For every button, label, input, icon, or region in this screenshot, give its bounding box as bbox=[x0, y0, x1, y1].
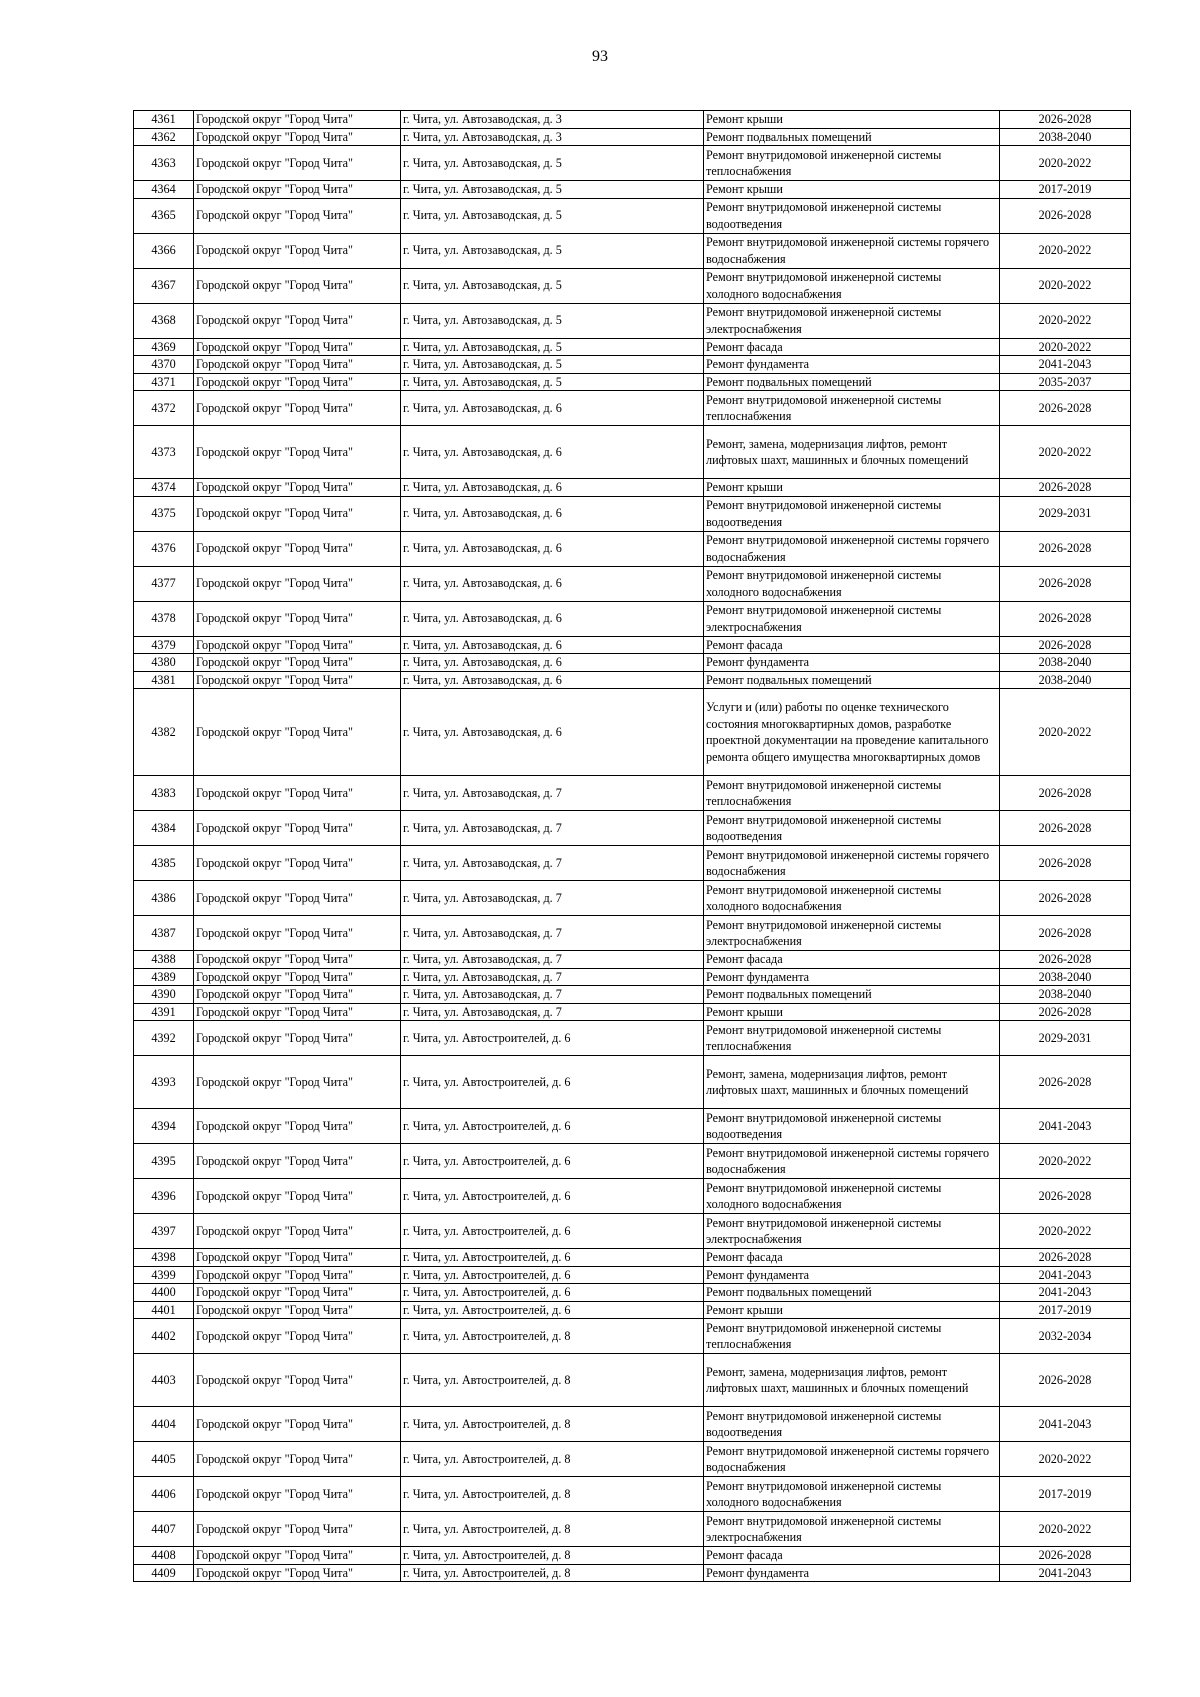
period-cell: 2026-2028 bbox=[1000, 1354, 1131, 1407]
period-cell: 2041-2043 bbox=[1000, 1266, 1131, 1284]
municipality-cell: Городской округ "Город Чита" bbox=[194, 1214, 401, 1249]
municipality-cell: Городской округ "Город Чита" bbox=[194, 496, 401, 531]
period-cell: 2026-2028 bbox=[1000, 1179, 1131, 1214]
work-type-cell: Ремонт крыши bbox=[704, 1003, 1000, 1021]
municipality-cell: Городской округ "Город Чита" bbox=[194, 986, 401, 1004]
row-number-cell: 4379 bbox=[134, 636, 194, 654]
municipality-cell: Городской округ "Город Чита" bbox=[194, 426, 401, 479]
period-cell: 2020-2022 bbox=[1000, 689, 1131, 776]
period-cell: 2026-2028 bbox=[1000, 198, 1131, 233]
table-row bbox=[134, 916, 1131, 951]
period-cell: 2038-2040 bbox=[1000, 128, 1131, 146]
period-cell: 2026-2028 bbox=[1000, 479, 1131, 497]
period-cell: 2020-2022 bbox=[1000, 1144, 1131, 1179]
period-cell: 2041-2043 bbox=[1000, 1407, 1131, 1442]
period-cell: 2026-2028 bbox=[1000, 391, 1131, 426]
table-row bbox=[134, 128, 1131, 146]
period-cell: 2041-2043 bbox=[1000, 1109, 1131, 1144]
address-cell: г. Чита, ул. Автостроителей, д. 6 bbox=[401, 1284, 704, 1302]
row-number-cell: 4404 bbox=[134, 1407, 194, 1442]
table-row bbox=[134, 181, 1131, 199]
municipality-cell: Городской округ "Город Чита" bbox=[194, 689, 401, 776]
row-number-cell: 4385 bbox=[134, 846, 194, 881]
row-number-cell: 4362 bbox=[134, 128, 194, 146]
row-number-cell: 4398 bbox=[134, 1249, 194, 1267]
municipality-cell: Городской округ "Город Чита" bbox=[194, 1301, 401, 1319]
municipality-cell: Городской округ "Город Чита" bbox=[194, 1564, 401, 1582]
municipality-cell: Городской округ "Город Чита" bbox=[194, 198, 401, 233]
table-row bbox=[134, 1003, 1131, 1021]
work-type-cell: Ремонт внутридомовой инженерной системы водоотведения bbox=[704, 811, 1000, 846]
work-type-cell: Ремонт фундамента bbox=[704, 968, 1000, 986]
table-body bbox=[134, 111, 1131, 1582]
work-type-cell: Ремонт внутридомовой инженерной системы горячего водоснабжения bbox=[704, 1144, 1000, 1179]
municipality-cell: Городской округ "Город Чита" bbox=[194, 1407, 401, 1442]
address-cell: г. Чита, ул. Автостроителей, д. 8 bbox=[401, 1354, 704, 1407]
table-row bbox=[134, 1109, 1131, 1144]
row-number-cell: 4402 bbox=[134, 1319, 194, 1354]
address-cell: г. Чита, ул. Автостроителей, д. 6 bbox=[401, 1249, 704, 1267]
address-cell: г. Чита, ул. Автозаводская, д. 5 bbox=[401, 303, 704, 338]
address-cell: г. Чита, ул. Автозаводская, д. 6 bbox=[401, 531, 704, 566]
municipality-cell: Городской округ "Город Чита" bbox=[194, 531, 401, 566]
period-cell: 2026-2028 bbox=[1000, 111, 1131, 129]
work-type-cell: Ремонт подвальных помещений bbox=[704, 373, 1000, 391]
municipality-cell: Городской округ "Город Чита" bbox=[194, 846, 401, 881]
address-cell: г. Чита, ул. Автозаводская, д. 7 bbox=[401, 811, 704, 846]
municipality-cell: Городской округ "Город Чита" bbox=[194, 1284, 401, 1302]
row-number-cell: 4396 bbox=[134, 1179, 194, 1214]
period-cell: 2041-2043 bbox=[1000, 356, 1131, 374]
address-cell: г. Чита, ул. Автозаводская, д. 5 bbox=[401, 268, 704, 303]
period-cell: 2026-2028 bbox=[1000, 811, 1131, 846]
municipality-cell: Городской округ "Город Чита" bbox=[194, 636, 401, 654]
address-cell: г. Чита, ул. Автозаводская, д. 3 bbox=[401, 128, 704, 146]
row-number-cell: 4376 bbox=[134, 531, 194, 566]
address-cell: г. Чита, ул. Автозаводская, д. 5 bbox=[401, 356, 704, 374]
municipality-cell: Городской округ "Город Чита" bbox=[194, 776, 401, 811]
address-cell: г. Чита, ул. Автозаводская, д. 6 bbox=[401, 636, 704, 654]
table-row bbox=[134, 338, 1131, 356]
address-cell: г. Чита, ул. Автозаводская, д. 6 bbox=[401, 496, 704, 531]
work-type-cell: Ремонт внутридомовой инженерной системы горячего водоснабжения bbox=[704, 1442, 1000, 1477]
row-number-cell: 4395 bbox=[134, 1144, 194, 1179]
table-row bbox=[134, 426, 1131, 479]
work-type-cell: Ремонт внутридомовой инженерной системы теплоснабжения bbox=[704, 1319, 1000, 1354]
row-number-cell: 4408 bbox=[134, 1547, 194, 1565]
table-row bbox=[134, 303, 1131, 338]
work-type-cell: Ремонт внутридомовой инженерной системы теплоснабжения bbox=[704, 391, 1000, 426]
municipality-cell: Городской округ "Город Чита" bbox=[194, 951, 401, 969]
address-cell: г. Чита, ул. Автозаводская, д. 7 bbox=[401, 1003, 704, 1021]
period-cell: 2020-2022 bbox=[1000, 303, 1131, 338]
municipality-cell: Городской округ "Город Чита" bbox=[194, 1249, 401, 1267]
address-cell: г. Чита, ул. Автозаводская, д. 7 bbox=[401, 986, 704, 1004]
period-cell: 2035-2037 bbox=[1000, 373, 1131, 391]
row-number-cell: 4406 bbox=[134, 1477, 194, 1512]
municipality-cell: Городской округ "Город Чита" bbox=[194, 233, 401, 268]
municipality-cell: Городской округ "Город Чита" bbox=[194, 916, 401, 951]
period-cell: 2038-2040 bbox=[1000, 986, 1131, 1004]
table-row bbox=[134, 1249, 1131, 1267]
row-number-cell: 4390 bbox=[134, 986, 194, 1004]
page-number: 93 bbox=[592, 48, 608, 65]
work-type-cell: Ремонт крыши bbox=[704, 1301, 1000, 1319]
period-cell: 2020-2022 bbox=[1000, 338, 1131, 356]
row-number-cell: 4394 bbox=[134, 1109, 194, 1144]
work-type-cell: Ремонт внутридомовой инженерной системы холодного водоснабжения bbox=[704, 1477, 1000, 1512]
address-cell: г. Чита, ул. Автозаводская, д. 6 bbox=[401, 671, 704, 689]
work-type-cell: Ремонт внутридомовой инженерной системы водоотведения bbox=[704, 496, 1000, 531]
municipality-cell: Городской округ "Город Чита" bbox=[194, 1003, 401, 1021]
row-number-cell: 4377 bbox=[134, 566, 194, 601]
work-type-cell: Ремонт фасада bbox=[704, 338, 1000, 356]
period-cell: 2038-2040 bbox=[1000, 654, 1131, 672]
address-cell: г. Чита, ул. Автостроителей, д. 6 bbox=[401, 1266, 704, 1284]
table-row bbox=[134, 811, 1131, 846]
table-row bbox=[134, 566, 1131, 601]
municipality-cell: Городской округ "Город Чита" bbox=[194, 479, 401, 497]
row-number-cell: 4370 bbox=[134, 356, 194, 374]
address-cell: г. Чита, ул. Автозаводская, д. 6 bbox=[401, 601, 704, 636]
municipality-cell: Городской округ "Город Чита" bbox=[194, 303, 401, 338]
address-cell: г. Чита, ул. Автостроителей, д. 8 bbox=[401, 1319, 704, 1354]
table-row bbox=[134, 846, 1131, 881]
row-number-cell: 4364 bbox=[134, 181, 194, 199]
table-row bbox=[134, 1266, 1131, 1284]
table-row bbox=[134, 1056, 1131, 1109]
period-cell: 2026-2028 bbox=[1000, 916, 1131, 951]
row-number-cell: 4397 bbox=[134, 1214, 194, 1249]
address-cell: г. Чита, ул. Автостроителей, д. 6 bbox=[401, 1179, 704, 1214]
municipality-cell: Городской округ "Город Чита" bbox=[194, 356, 401, 374]
municipality-cell: Городской округ "Город Чита" bbox=[194, 338, 401, 356]
table-row bbox=[134, 1214, 1131, 1249]
row-number-cell: 4368 bbox=[134, 303, 194, 338]
row-number-cell: 4363 bbox=[134, 146, 194, 181]
work-type-cell: Ремонт фундамента bbox=[704, 356, 1000, 374]
table-row bbox=[134, 233, 1131, 268]
row-number-cell: 4393 bbox=[134, 1056, 194, 1109]
address-cell: г. Чита, ул. Автозаводская, д. 6 bbox=[401, 479, 704, 497]
municipality-cell: Городской округ "Город Чита" bbox=[194, 566, 401, 601]
work-type-cell: Ремонт фундамента bbox=[704, 654, 1000, 672]
table-row bbox=[134, 636, 1131, 654]
table-row bbox=[134, 654, 1131, 672]
municipality-cell: Городской округ "Город Чита" bbox=[194, 1179, 401, 1214]
table-row bbox=[134, 1301, 1131, 1319]
address-cell: г. Чита, ул. Автозаводская, д. 6 bbox=[401, 426, 704, 479]
address-cell: г. Чита, ул. Автозаводская, д. 5 bbox=[401, 338, 704, 356]
work-type-cell: Ремонт внутридомовой инженерной системы холодного водоснабжения bbox=[704, 1179, 1000, 1214]
period-cell: 2038-2040 bbox=[1000, 671, 1131, 689]
period-cell: 2029-2031 bbox=[1000, 1021, 1131, 1056]
row-number-cell: 4400 bbox=[134, 1284, 194, 1302]
address-cell: г. Чита, ул. Автозаводская, д. 5 bbox=[401, 198, 704, 233]
period-cell: 2038-2040 bbox=[1000, 968, 1131, 986]
table-row bbox=[134, 1442, 1131, 1477]
row-number-cell: 4372 bbox=[134, 391, 194, 426]
row-number-cell: 4387 bbox=[134, 916, 194, 951]
row-number-cell: 4386 bbox=[134, 881, 194, 916]
work-type-cell: Ремонт, замена, модернизация лифтов, ремонт лифтовых шахт, машинных и блочных помещений bbox=[704, 1056, 1000, 1109]
table-row bbox=[134, 496, 1131, 531]
municipality-cell: Городской округ "Город Чита" bbox=[194, 881, 401, 916]
municipality-cell: Городской округ "Город Чита" bbox=[194, 1442, 401, 1477]
address-cell: г. Чита, ул. Автостроителей, д. 6 bbox=[401, 1214, 704, 1249]
period-cell: 2020-2022 bbox=[1000, 426, 1131, 479]
work-type-cell: Ремонт крыши bbox=[704, 181, 1000, 199]
address-cell: г. Чита, ул. Автозаводская, д. 3 bbox=[401, 111, 704, 129]
address-cell: г. Чита, ул. Автостроителей, д. 8 bbox=[401, 1442, 704, 1477]
work-type-cell: Ремонт фасада bbox=[704, 1547, 1000, 1565]
table-row bbox=[134, 601, 1131, 636]
row-number-cell: 4371 bbox=[134, 373, 194, 391]
row-number-cell: 4409 bbox=[134, 1564, 194, 1582]
table-row bbox=[134, 531, 1131, 566]
address-cell: г. Чита, ул. Автозаводская, д. 6 bbox=[401, 391, 704, 426]
table-row bbox=[134, 1512, 1131, 1547]
work-type-cell: Ремонт внутридомовой инженерной системы горячего водоснабжения bbox=[704, 531, 1000, 566]
period-cell: 2017-2019 bbox=[1000, 1301, 1131, 1319]
municipality-cell: Городской округ "Город Чита" bbox=[194, 1477, 401, 1512]
period-cell: 2041-2043 bbox=[1000, 1284, 1131, 1302]
address-cell: г. Чита, ул. Автостроителей, д. 6 bbox=[401, 1301, 704, 1319]
period-cell: 2020-2022 bbox=[1000, 1214, 1131, 1249]
work-type-cell: Ремонт внутридомовой инженерной системы теплоснабжения bbox=[704, 1021, 1000, 1056]
table-row bbox=[134, 1021, 1131, 1056]
municipality-cell: Городской округ "Город Чита" bbox=[194, 1109, 401, 1144]
period-cell: 2020-2022 bbox=[1000, 1512, 1131, 1547]
period-cell: 2026-2028 bbox=[1000, 636, 1131, 654]
period-cell: 2020-2022 bbox=[1000, 268, 1131, 303]
municipality-cell: Городской округ "Город Чита" bbox=[194, 671, 401, 689]
row-number-cell: 4366 bbox=[134, 233, 194, 268]
address-cell: г. Чита, ул. Автостроителей, д. 8 bbox=[401, 1512, 704, 1547]
address-cell: г. Чита, ул. Автозаводская, д. 5 bbox=[401, 233, 704, 268]
table-row bbox=[134, 671, 1131, 689]
table-row bbox=[134, 1319, 1131, 1354]
work-type-cell: Ремонт внутридомовой инженерной системы электроснабжения bbox=[704, 1512, 1000, 1547]
row-number-cell: 4399 bbox=[134, 1266, 194, 1284]
address-cell: г. Чита, ул. Автостроителей, д. 6 bbox=[401, 1021, 704, 1056]
period-cell: 2026-2028 bbox=[1000, 881, 1131, 916]
municipality-cell: Городской округ "Город Чита" bbox=[194, 373, 401, 391]
row-number-cell: 4361 bbox=[134, 111, 194, 129]
address-cell: г. Чита, ул. Автозаводская, д. 5 bbox=[401, 373, 704, 391]
address-cell: г. Чита, ул. Автозаводская, д. 7 bbox=[401, 846, 704, 881]
table-row bbox=[134, 373, 1131, 391]
work-type-cell: Ремонт фасада bbox=[704, 951, 1000, 969]
period-cell: 2017-2019 bbox=[1000, 1477, 1131, 1512]
period-cell: 2020-2022 bbox=[1000, 146, 1131, 181]
row-number-cell: 4378 bbox=[134, 601, 194, 636]
row-number-cell: 4401 bbox=[134, 1301, 194, 1319]
municipality-cell: Городской округ "Город Чита" bbox=[194, 1056, 401, 1109]
table-row bbox=[134, 1547, 1131, 1565]
period-cell: 2029-2031 bbox=[1000, 496, 1131, 531]
work-type-cell: Услуги и (или) работы по оценке технического состояния многоквартирных домов, разработке проектной документации на проведение капитального ремонта общего имущества многоквартирных домов bbox=[704, 689, 1000, 776]
row-number-cell: 4383 bbox=[134, 776, 194, 811]
row-number-cell: 4380 bbox=[134, 654, 194, 672]
address-cell: г. Чита, ул. Автостроителей, д. 8 bbox=[401, 1477, 704, 1512]
table-row bbox=[134, 1407, 1131, 1442]
table-row bbox=[134, 1477, 1131, 1512]
municipality-cell: Городской округ "Город Чита" bbox=[194, 1144, 401, 1179]
work-type-cell: Ремонт фасада bbox=[704, 636, 1000, 654]
work-type-cell: Ремонт внутридомовой инженерной системы горячего водоснабжения bbox=[704, 233, 1000, 268]
table-row bbox=[134, 1354, 1131, 1407]
table-row bbox=[134, 951, 1131, 969]
address-cell: г. Чита, ул. Автозаводская, д. 7 bbox=[401, 776, 704, 811]
period-cell: 2032-2034 bbox=[1000, 1319, 1131, 1354]
period-cell: 2026-2028 bbox=[1000, 1056, 1131, 1109]
municipality-cell: Городской округ "Город Чита" bbox=[194, 111, 401, 129]
municipality-cell: Городской округ "Город Чита" bbox=[194, 1266, 401, 1284]
row-number-cell: 4403 bbox=[134, 1354, 194, 1407]
row-number-cell: 4375 bbox=[134, 496, 194, 531]
work-type-cell: Ремонт крыши bbox=[704, 111, 1000, 129]
address-cell: г. Чита, ул. Автостроителей, д. 6 bbox=[401, 1056, 704, 1109]
table-row bbox=[134, 268, 1131, 303]
municipality-cell: Городской округ "Город Чита" bbox=[194, 1021, 401, 1056]
work-type-cell: Ремонт фасада bbox=[704, 1249, 1000, 1267]
table-row bbox=[134, 198, 1131, 233]
address-cell: г. Чита, ул. Автозаводская, д. 6 bbox=[401, 689, 704, 776]
table-row bbox=[134, 356, 1131, 374]
period-cell: 2026-2028 bbox=[1000, 846, 1131, 881]
row-number-cell: 4374 bbox=[134, 479, 194, 497]
municipality-cell: Городской округ "Город Чита" bbox=[194, 391, 401, 426]
table-row bbox=[134, 968, 1131, 986]
municipality-cell: Городской округ "Город Чита" bbox=[194, 654, 401, 672]
municipality-cell: Городской округ "Город Чита" bbox=[194, 1319, 401, 1354]
period-cell: 2026-2028 bbox=[1000, 1547, 1131, 1565]
period-cell: 2026-2028 bbox=[1000, 531, 1131, 566]
municipality-cell: Городской округ "Город Чита" bbox=[194, 268, 401, 303]
work-type-cell: Ремонт фундамента bbox=[704, 1266, 1000, 1284]
table-row bbox=[134, 1284, 1131, 1302]
row-number-cell: 4389 bbox=[134, 968, 194, 986]
work-type-cell: Ремонт внутридомовой инженерной системы водоотведения bbox=[704, 1407, 1000, 1442]
work-type-cell: Ремонт подвальных помещений bbox=[704, 128, 1000, 146]
work-type-cell: Ремонт внутридомовой инженерной системы водоотведения bbox=[704, 198, 1000, 233]
address-cell: г. Чита, ул. Автозаводская, д. 7 bbox=[401, 881, 704, 916]
municipality-cell: Городской округ "Город Чита" bbox=[194, 1512, 401, 1547]
row-number-cell: 4391 bbox=[134, 1003, 194, 1021]
row-number-cell: 4392 bbox=[134, 1021, 194, 1056]
address-cell: г. Чита, ул. Автостроителей, д. 8 bbox=[401, 1564, 704, 1582]
address-cell: г. Чита, ул. Автозаводская, д. 7 bbox=[401, 968, 704, 986]
period-cell: 2026-2028 bbox=[1000, 566, 1131, 601]
work-type-cell: Ремонт внутридомовой инженерной системы теплоснабжения bbox=[704, 776, 1000, 811]
work-type-cell: Ремонт внутридомовой инженерной системы электроснабжения bbox=[704, 601, 1000, 636]
municipality-cell: Городской округ "Город Чита" bbox=[194, 181, 401, 199]
period-cell: 2017-2019 bbox=[1000, 181, 1131, 199]
work-type-cell: Ремонт внутридомовой инженерной системы холодного водоснабжения bbox=[704, 566, 1000, 601]
row-number-cell: 4365 bbox=[134, 198, 194, 233]
work-type-cell: Ремонт внутридомовой инженерной системы теплоснабжения bbox=[704, 146, 1000, 181]
address-cell: г. Чита, ул. Автозаводская, д. 5 bbox=[401, 181, 704, 199]
address-cell: г. Чита, ул. Автостроителей, д. 8 bbox=[401, 1547, 704, 1565]
address-cell: г. Чита, ул. Автостроителей, д. 6 bbox=[401, 1109, 704, 1144]
work-type-cell: Ремонт внутридомовой инженерной системы электроснабжения bbox=[704, 916, 1000, 951]
municipality-cell: Городской округ "Город Чита" bbox=[194, 968, 401, 986]
work-type-cell: Ремонт крыши bbox=[704, 479, 1000, 497]
municipality-cell: Городской округ "Город Чита" bbox=[194, 128, 401, 146]
period-cell: 2026-2028 bbox=[1000, 951, 1131, 969]
table-row bbox=[134, 146, 1131, 181]
work-type-cell: Ремонт, замена, модернизация лифтов, ремонт лифтовых шахт, машинных и блочных помещений bbox=[704, 1354, 1000, 1407]
table-row bbox=[134, 111, 1131, 129]
table-row bbox=[134, 986, 1131, 1004]
municipality-cell: Городской округ "Город Чита" bbox=[194, 601, 401, 636]
row-number-cell: 4384 bbox=[134, 811, 194, 846]
table-row bbox=[134, 689, 1131, 776]
address-cell: г. Чита, ул. Автозаводская, д. 7 bbox=[401, 951, 704, 969]
table-row bbox=[134, 1179, 1131, 1214]
period-cell: 2026-2028 bbox=[1000, 1003, 1131, 1021]
work-type-cell: Ремонт фундамента bbox=[704, 1564, 1000, 1582]
municipality-cell: Городской округ "Город Чита" bbox=[194, 1547, 401, 1565]
row-number-cell: 4405 bbox=[134, 1442, 194, 1477]
row-number-cell: 4369 bbox=[134, 338, 194, 356]
row-number-cell: 4382 bbox=[134, 689, 194, 776]
address-cell: г. Чита, ул. Автостроителей, д. 8 bbox=[401, 1407, 704, 1442]
work-type-cell: Ремонт внутридомовой инженерной системы холодного водоснабжения bbox=[704, 268, 1000, 303]
work-type-cell: Ремонт подвальных помещений bbox=[704, 671, 1000, 689]
work-type-cell: Ремонт внутридомовой инженерной системы холодного водоснабжения bbox=[704, 881, 1000, 916]
address-cell: г. Чита, ул. Автозаводская, д. 7 bbox=[401, 916, 704, 951]
municipality-cell: Городской округ "Город Чита" bbox=[194, 1354, 401, 1407]
row-number-cell: 4407 bbox=[134, 1512, 194, 1547]
address-cell: г. Чита, ул. Автозаводская, д. 6 bbox=[401, 566, 704, 601]
municipality-cell: Городской округ "Город Чита" bbox=[194, 146, 401, 181]
period-cell: 2020-2022 bbox=[1000, 1442, 1131, 1477]
table-row bbox=[134, 881, 1131, 916]
work-type-cell: Ремонт, замена, модернизация лифтов, ремонт лифтовых шахт, машинных и блочных помещений bbox=[704, 426, 1000, 479]
row-number-cell: 4381 bbox=[134, 671, 194, 689]
table-row bbox=[134, 776, 1131, 811]
work-type-cell: Ремонт внутридомовой инженерной системы электроснабжения bbox=[704, 1214, 1000, 1249]
address-cell: г. Чита, ул. Автозаводская, д. 6 bbox=[401, 654, 704, 672]
row-number-cell: 4388 bbox=[134, 951, 194, 969]
period-cell: 2041-2043 bbox=[1000, 1564, 1131, 1582]
repair-schedule-table bbox=[133, 110, 1131, 1582]
period-cell: 2026-2028 bbox=[1000, 776, 1131, 811]
work-type-cell: Ремонт подвальных помещений bbox=[704, 1284, 1000, 1302]
table-row bbox=[134, 1564, 1131, 1582]
table-row bbox=[134, 391, 1131, 426]
work-type-cell: Ремонт подвальных помещений bbox=[704, 986, 1000, 1004]
municipality-cell: Городской округ "Город Чита" bbox=[194, 811, 401, 846]
work-type-cell: Ремонт внутридомовой инженерной системы горячего водоснабжения bbox=[704, 846, 1000, 881]
period-cell: 2020-2022 bbox=[1000, 233, 1131, 268]
period-cell: 2026-2028 bbox=[1000, 1249, 1131, 1267]
row-number-cell: 4367 bbox=[134, 268, 194, 303]
period-cell: 2026-2028 bbox=[1000, 601, 1131, 636]
work-type-cell: Ремонт внутридомовой инженерной системы электроснабжения bbox=[704, 303, 1000, 338]
address-cell: г. Чита, ул. Автостроителей, д. 6 bbox=[401, 1144, 704, 1179]
address-cell: г. Чита, ул. Автозаводская, д. 5 bbox=[401, 146, 704, 181]
work-type-cell: Ремонт внутридомовой инженерной системы водоотведения bbox=[704, 1109, 1000, 1144]
table-row bbox=[134, 479, 1131, 497]
row-number-cell: 4373 bbox=[134, 426, 194, 479]
table-row bbox=[134, 1144, 1131, 1179]
